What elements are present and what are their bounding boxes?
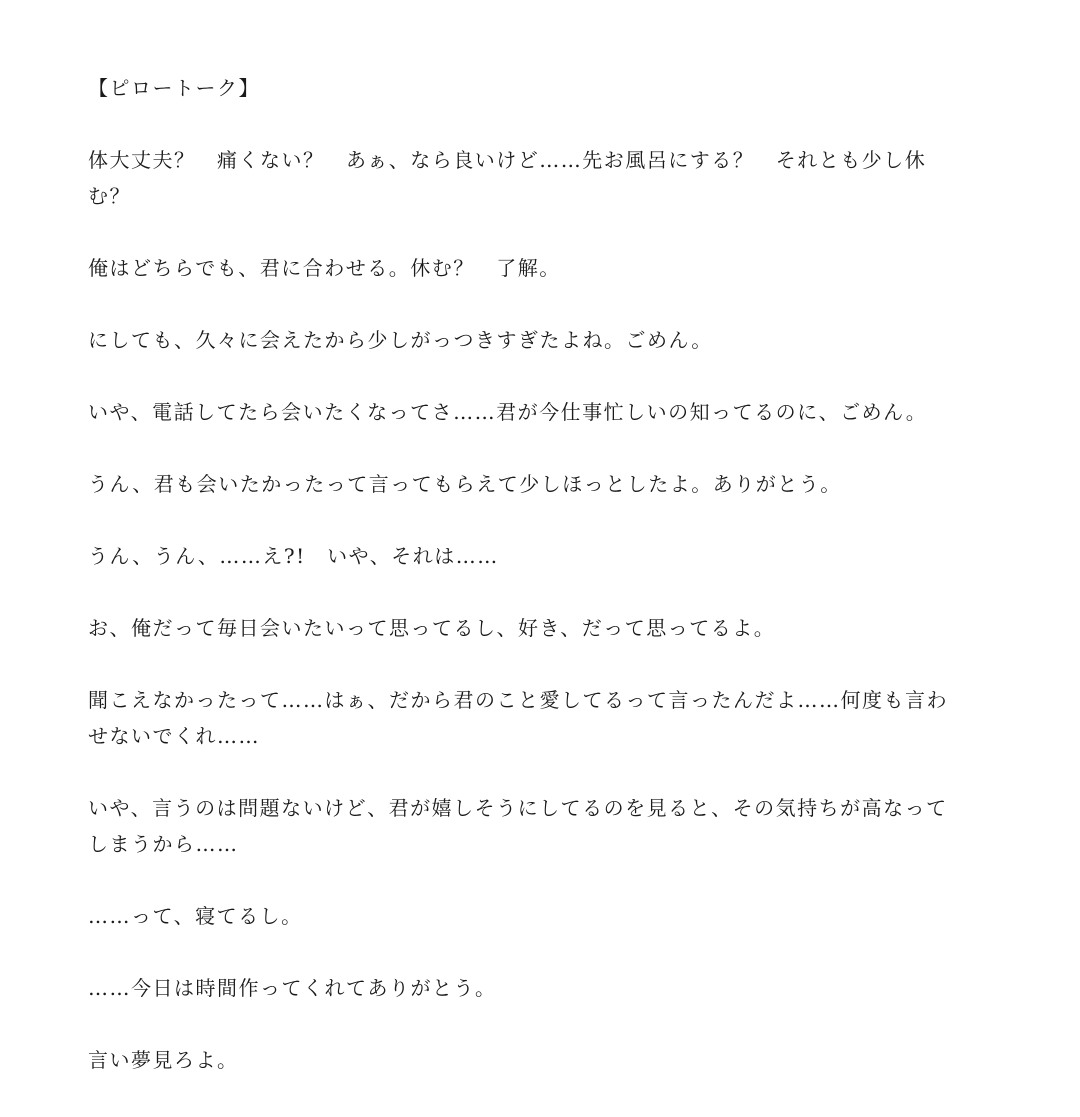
document-body [88,70,948,1078]
section-title: 【ピロートーク】 [88,76,260,100]
paragraph: 俺はどちらでも、君に合わせる。休む？ 了解。 [88,256,561,280]
paragraph: 聞こえなかったって……はぁ、だから君のこと愛してるって言ったんだよ……何度も言わせないでくれ…… [88,688,948,748]
paragraph: うん、うん、……え?! いや、それは…… [88,544,499,568]
paragraph: 言い夢見ろよ。 [88,1048,239,1072]
paragraph: ……って、寝てるし。 [88,904,303,928]
paragraph: いや、言うのは問題ないけど、君が嬉しそうにしてるのを見ると、その気持ちが高なってしまうから…… [88,796,948,856]
paragraph: いや、電話してたら会いたくなってさ……君が今仕事忙しいの知ってるのに、ごめん。 [88,400,928,424]
paragraph: にしても、久々に会えたから少しがっつきすぎたよね。ごめん。 [88,328,713,352]
paragraph: お、俺だって毎日会いたいって思ってるし、好き、だって思ってるよ。 [88,616,776,640]
paragraph: うん、君も会いたかったって言ってもらえて少しほっとしたよ。ありがとう。 [88,472,842,496]
paragraph: 体大丈夫？ 痛くない？ あぁ、なら良いけど……先お風呂にする？ それとも少し休む？ [88,148,927,208]
paragraph: ……今日は時間作ってくれてありがとう。 [88,976,497,1000]
